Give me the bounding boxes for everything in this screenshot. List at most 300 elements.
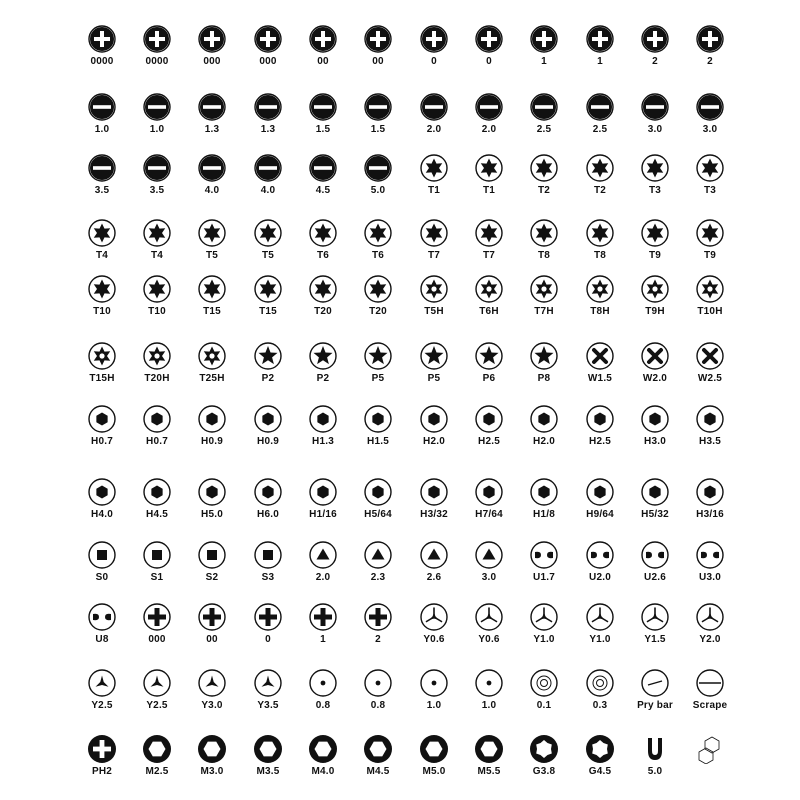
pin-dot-icon xyxy=(363,668,393,698)
torx-security-icon xyxy=(87,341,117,371)
bit-size-label: 4.0 xyxy=(260,185,276,196)
bit-cell xyxy=(129,92,185,152)
bit-size-label: 3.0 xyxy=(647,124,663,135)
bit-cell xyxy=(350,404,406,464)
bit-size-label: M2.5 xyxy=(145,766,169,777)
bit-size-label: 4.5 xyxy=(315,185,331,196)
bit-cell xyxy=(129,24,185,84)
bit-size-label: T7 xyxy=(482,250,496,261)
bit-cell xyxy=(74,341,130,401)
tri-point-icon xyxy=(253,668,283,698)
hex-icon xyxy=(585,404,615,434)
bit-cell xyxy=(74,24,130,84)
bit-cell xyxy=(240,341,296,401)
bit-cell xyxy=(406,153,462,213)
bit-size-label: H3.5 xyxy=(699,436,721,447)
bit-cell xyxy=(406,341,462,401)
bit-size-label: Y0.6 xyxy=(423,634,445,645)
slotted-icon xyxy=(253,92,283,122)
tri-point-icon xyxy=(87,668,117,698)
bit-cell xyxy=(295,341,351,401)
slotted-icon xyxy=(419,92,449,122)
bit-cell xyxy=(627,274,683,334)
bit-cell xyxy=(461,668,517,728)
phillips-icon xyxy=(640,24,670,54)
bit-size-label: T10 xyxy=(93,306,111,317)
bit-size-label: T4 xyxy=(150,250,164,261)
bit-size-label: 3.0 xyxy=(702,124,718,135)
torx-icon xyxy=(529,218,559,248)
bit-cell xyxy=(627,92,683,152)
bit-cell xyxy=(240,734,296,794)
bit-cell xyxy=(295,153,351,213)
bit-cell xyxy=(572,218,628,278)
bit-cell xyxy=(461,153,517,213)
bit-size-label: 0.8 xyxy=(315,700,331,711)
bit-size-label: H1/8 xyxy=(533,509,555,520)
bit-size-label: H1.3 xyxy=(312,436,334,447)
bit-cell xyxy=(74,668,130,728)
torx-icon xyxy=(87,274,117,304)
bit-cell xyxy=(240,24,296,84)
bit-size-label: P2 xyxy=(316,373,330,384)
bit-size-label: 4.0 xyxy=(204,185,220,196)
bit-size-label: W2.0 xyxy=(642,373,668,384)
phillips-icon xyxy=(308,24,338,54)
bit-size-label: U2.6 xyxy=(644,572,666,583)
bit-size-label: T15 xyxy=(259,306,277,317)
bit-size-label: H3/16 xyxy=(696,509,724,520)
tri-wing-icon xyxy=(474,602,504,632)
bit-size-label: H6.0 xyxy=(257,509,279,520)
hex-icon xyxy=(308,404,338,434)
bit-cell xyxy=(350,153,406,213)
bit-size-label: 0 xyxy=(486,56,492,67)
bit-size-label: P5 xyxy=(371,373,385,384)
bit-cell xyxy=(516,477,572,537)
bit-cell xyxy=(682,540,738,600)
torx-icon xyxy=(640,218,670,248)
bit-size-label: 0.8 xyxy=(370,700,386,711)
bit-cell xyxy=(682,92,738,152)
bit-size-label: Y3.0 xyxy=(201,700,223,711)
bit-cell xyxy=(461,602,517,662)
bit-cell xyxy=(74,153,130,213)
bit-size-label: 0.3 xyxy=(592,700,608,711)
bit-size-label: T9H xyxy=(645,306,665,317)
torx-icon xyxy=(529,153,559,183)
bit-cell xyxy=(350,341,406,401)
bit-size-label: 1.5 xyxy=(315,124,331,135)
phillips-icon xyxy=(529,24,559,54)
bit-cell xyxy=(572,92,628,152)
bit-size-label: H0.7 xyxy=(91,436,113,447)
slotted-icon xyxy=(363,92,393,122)
bit-size-label: 1.0 xyxy=(481,700,497,711)
tri-point-icon xyxy=(197,668,227,698)
slotted-icon xyxy=(529,92,559,122)
hex-icon xyxy=(474,477,504,507)
pin-dot-icon xyxy=(474,668,504,698)
bit-size-label: 2.0 xyxy=(481,124,497,135)
phillips-icon xyxy=(585,24,615,54)
hex-socket-icon xyxy=(142,734,172,764)
bit-cell xyxy=(240,477,296,537)
bit-cell xyxy=(350,540,406,600)
torx-icon xyxy=(197,274,227,304)
bit-cell xyxy=(240,274,296,334)
bit-cell xyxy=(627,602,683,662)
bit-size-label: H5/32 xyxy=(641,509,669,520)
bit-cell xyxy=(184,540,240,600)
u-shape-icon xyxy=(87,602,117,632)
bit-size-label: T2 xyxy=(537,185,551,196)
torx-icon xyxy=(474,153,504,183)
tri-wing-icon xyxy=(640,602,670,632)
bit-cell xyxy=(461,540,517,600)
bit-cell xyxy=(184,668,240,728)
bit-cell xyxy=(627,218,683,278)
bit-cell xyxy=(129,540,185,600)
bit-cell xyxy=(406,602,462,662)
hex-icon xyxy=(253,477,283,507)
phillips-icon xyxy=(363,24,393,54)
pin-dot-icon xyxy=(308,668,338,698)
bit-cell xyxy=(572,341,628,401)
bit-cell xyxy=(129,668,185,728)
tri-wing-icon xyxy=(419,602,449,632)
bit-size-label: 0 xyxy=(431,56,437,67)
bit-size-label: 2.6 xyxy=(426,572,442,583)
bit-cell xyxy=(350,602,406,662)
hex-icon xyxy=(585,477,615,507)
bit-size-label: H2.0 xyxy=(533,436,555,447)
hex-icon xyxy=(695,477,725,507)
bit-size-label: T7 xyxy=(427,250,441,261)
phillips-icon xyxy=(695,24,725,54)
hex-icon xyxy=(87,477,117,507)
tri-wing-icon xyxy=(695,602,725,632)
bit-size-label: 1 xyxy=(597,56,603,67)
torx-icon xyxy=(253,274,283,304)
bit-cell xyxy=(516,602,572,662)
cross-point-icon xyxy=(253,602,283,632)
bit-cell xyxy=(74,404,130,464)
pentalobe-icon xyxy=(363,341,393,371)
bit-size-label: Pry bar xyxy=(637,700,673,711)
bit-cell xyxy=(516,540,572,600)
slotted-icon xyxy=(585,92,615,122)
bit-size-label: 1.0 xyxy=(149,124,165,135)
bit-cell xyxy=(682,24,738,84)
bit-cell xyxy=(74,274,130,334)
hex-icon xyxy=(197,477,227,507)
bit-size-label: W2.5 xyxy=(697,373,723,384)
bit-size-label: H0.9 xyxy=(201,436,223,447)
bit-cell xyxy=(295,92,351,152)
bit-size-label: 3.0 xyxy=(481,572,497,583)
bit-size-label: M3.5 xyxy=(256,766,280,777)
slotted-icon xyxy=(87,153,117,183)
hex-icon xyxy=(142,477,172,507)
tri-point-icon xyxy=(142,668,172,698)
bit-cell xyxy=(627,668,683,728)
bit-size-label: 2.0 xyxy=(315,572,331,583)
bit-cell xyxy=(129,218,185,278)
bit-cell xyxy=(627,734,683,794)
bit-size-label: Y1.0 xyxy=(589,634,611,645)
bit-size-label: T8 xyxy=(537,250,551,261)
bit-cell xyxy=(406,274,462,334)
bit-size-label: W1.5 xyxy=(587,373,613,384)
triangle-icon xyxy=(419,540,449,570)
bit-cell xyxy=(129,734,185,794)
bit-size-label: Y2.5 xyxy=(91,700,113,711)
hex-icon xyxy=(474,404,504,434)
bit-size-label: U2.0 xyxy=(589,572,611,583)
bit-cell xyxy=(516,153,572,213)
hex-socket-icon xyxy=(474,734,504,764)
bit-size-label: 1 xyxy=(541,56,547,67)
bit-cell xyxy=(516,274,572,334)
bit-cell xyxy=(74,602,130,662)
bit-cell xyxy=(129,477,185,537)
cross-point-icon xyxy=(142,602,172,632)
bit-cell xyxy=(461,274,517,334)
hex-socket-icon xyxy=(197,734,227,764)
slotted-icon xyxy=(695,92,725,122)
bit-cell xyxy=(240,404,296,464)
torx-icon xyxy=(142,218,172,248)
slotted-icon xyxy=(253,153,283,183)
bit-size-label: Scrape xyxy=(692,700,728,711)
bit-size-label: 0000 xyxy=(90,56,114,67)
hex-icon xyxy=(363,404,393,434)
bit-cell xyxy=(572,602,628,662)
bit-cell xyxy=(295,24,351,84)
bit-size-label: T6H xyxy=(479,306,499,317)
hex-socket-icon xyxy=(363,734,393,764)
pentalobe-icon xyxy=(419,341,449,371)
bit-size-label: T8H xyxy=(590,306,610,317)
bit-size-label: 2.0 xyxy=(426,124,442,135)
bit-cell xyxy=(74,477,130,537)
bit-cell xyxy=(129,404,185,464)
square-icon xyxy=(142,540,172,570)
bit-size-label: T3 xyxy=(703,185,717,196)
bit-cell xyxy=(461,24,517,84)
bit-cell xyxy=(295,218,351,278)
slotted-icon xyxy=(474,92,504,122)
bit-size-label: T4 xyxy=(95,250,109,261)
bit-size-label: T15 xyxy=(203,306,221,317)
pin-dot-icon xyxy=(419,668,449,698)
bit-cell xyxy=(516,218,572,278)
wing-icon xyxy=(695,341,725,371)
bit-size-label: T6 xyxy=(371,250,385,261)
bit-size-label: H1/16 xyxy=(309,509,337,520)
scrape-icon xyxy=(695,668,725,698)
bit-cell xyxy=(516,341,572,401)
bit-size-label: 1 xyxy=(320,634,326,645)
bit-cell xyxy=(295,540,351,600)
hex-icon xyxy=(419,477,449,507)
bit-size-label: H5.0 xyxy=(201,509,223,520)
bit-cell xyxy=(184,477,240,537)
bit-cell xyxy=(516,92,572,152)
slotted-icon xyxy=(142,153,172,183)
hex-socket-icon xyxy=(253,734,283,764)
bit-size-label: H3/32 xyxy=(420,509,448,520)
cross-point-icon xyxy=(308,602,338,632)
bit-cell xyxy=(516,668,572,728)
bit-size-label: T5 xyxy=(261,250,275,261)
bit-cell xyxy=(184,734,240,794)
bit-cell xyxy=(240,668,296,728)
u-shape-icon xyxy=(695,540,725,570)
torx-icon xyxy=(474,218,504,248)
bit-size-label: 1.0 xyxy=(94,124,110,135)
square-icon xyxy=(253,540,283,570)
bit-cell xyxy=(240,92,296,152)
bit-cell xyxy=(406,24,462,84)
bit-size-label: T1 xyxy=(427,185,441,196)
bit-size-label: 1.0 xyxy=(426,700,442,711)
bit-size-label: 2 xyxy=(707,56,713,67)
bit-size-label: H0.7 xyxy=(146,436,168,447)
tri-wing-icon xyxy=(529,602,559,632)
slotted-icon xyxy=(640,92,670,122)
bit-cell xyxy=(184,218,240,278)
bit-size-label: 5.0 xyxy=(647,766,663,777)
bit-size-label: S1 xyxy=(150,572,164,583)
bit-cell xyxy=(461,341,517,401)
bit-cell xyxy=(350,218,406,278)
bit-cell xyxy=(184,274,240,334)
cross-point-icon xyxy=(197,602,227,632)
bit-cell xyxy=(184,24,240,84)
bit-size-label: M3.0 xyxy=(200,766,224,777)
bit-cell xyxy=(240,218,296,278)
bit-size-label: 2.3 xyxy=(370,572,386,583)
bit-size-label: 2.5 xyxy=(592,124,608,135)
ring-icon xyxy=(585,668,615,698)
torx-icon xyxy=(142,274,172,304)
bit-size-label: 00 xyxy=(372,56,384,67)
bit-cell xyxy=(406,540,462,600)
bit-size-label: M5.0 xyxy=(422,766,446,777)
bit-size-label: H4.0 xyxy=(91,509,113,520)
torx-security-icon xyxy=(197,341,227,371)
bit-size-label: H2.5 xyxy=(589,436,611,447)
bit-cell xyxy=(406,668,462,728)
bit-cell xyxy=(572,274,628,334)
bit-cell xyxy=(627,153,683,213)
bit-cell xyxy=(129,274,185,334)
hex-icon xyxy=(529,404,559,434)
bit-size-label: T5H xyxy=(424,306,444,317)
bit-cell xyxy=(572,540,628,600)
cross-point-icon xyxy=(363,602,393,632)
bit-size-label: 1.3 xyxy=(204,124,220,135)
bit-size-label: H2.5 xyxy=(478,436,500,447)
bit-cell xyxy=(682,477,738,537)
bit-cell xyxy=(682,218,738,278)
bit-size-label: G3.8 xyxy=(532,766,556,777)
bit-cell xyxy=(295,668,351,728)
bit-cell xyxy=(74,92,130,152)
bit-size-label: 2.5 xyxy=(536,124,552,135)
bit-cell xyxy=(350,734,406,794)
hex-icon xyxy=(142,404,172,434)
torx-icon xyxy=(308,274,338,304)
torx-icon xyxy=(585,218,615,248)
bit-size-label: H3.0 xyxy=(644,436,666,447)
bit-cell xyxy=(406,734,462,794)
bit-cell xyxy=(572,668,628,728)
bit-size-label: P6 xyxy=(482,373,496,384)
bit-size-label: T15H xyxy=(89,373,115,384)
hex-socket-icon xyxy=(419,734,449,764)
bit-cell xyxy=(129,602,185,662)
bit-size-label: P2 xyxy=(261,373,275,384)
bit-size-label: T25H xyxy=(199,373,225,384)
bit-cell xyxy=(350,274,406,334)
u-shape-icon xyxy=(529,540,559,570)
bit-size-label: T20 xyxy=(369,306,387,317)
bit-size-label: T20 xyxy=(314,306,332,317)
gamebit-icon xyxy=(585,734,615,764)
bit-size-label: H7/64 xyxy=(475,509,503,520)
bit-cell xyxy=(516,404,572,464)
bit-cell xyxy=(74,734,130,794)
bit-size-label: T9 xyxy=(703,250,717,261)
bit-size-label: Y1.0 xyxy=(533,634,555,645)
bit-cell xyxy=(406,92,462,152)
bit-size-label: T20H xyxy=(144,373,170,384)
bit-cell xyxy=(240,540,296,600)
hex-icon xyxy=(308,477,338,507)
bit-cell xyxy=(627,477,683,537)
bit-cell xyxy=(184,602,240,662)
phillips-icon xyxy=(142,24,172,54)
bit-cell xyxy=(350,477,406,537)
bit-cell xyxy=(682,668,738,728)
bit-size-label: M5.5 xyxy=(477,766,501,777)
bit-cell xyxy=(74,540,130,600)
torx-icon xyxy=(695,218,725,248)
bit-cell xyxy=(682,274,738,334)
slotted-icon xyxy=(87,92,117,122)
bit-size-label: T10 xyxy=(148,306,166,317)
bit-size-label: Y0.6 xyxy=(478,634,500,645)
bit-cell xyxy=(350,24,406,84)
bit-size-label: PH2 xyxy=(91,766,113,777)
bit-cell xyxy=(295,734,351,794)
u-shape-icon xyxy=(640,540,670,570)
ring-icon xyxy=(529,668,559,698)
bit-cell xyxy=(627,404,683,464)
square-icon xyxy=(87,540,117,570)
bit-cell xyxy=(406,218,462,278)
torx-icon xyxy=(419,153,449,183)
phillips-icon xyxy=(87,24,117,54)
bit-size-label: U8 xyxy=(95,634,109,645)
u-shape-icon xyxy=(585,540,615,570)
tri-wing-icon xyxy=(585,602,615,632)
bit-cell xyxy=(682,404,738,464)
hex-adapter-icon xyxy=(695,734,725,764)
